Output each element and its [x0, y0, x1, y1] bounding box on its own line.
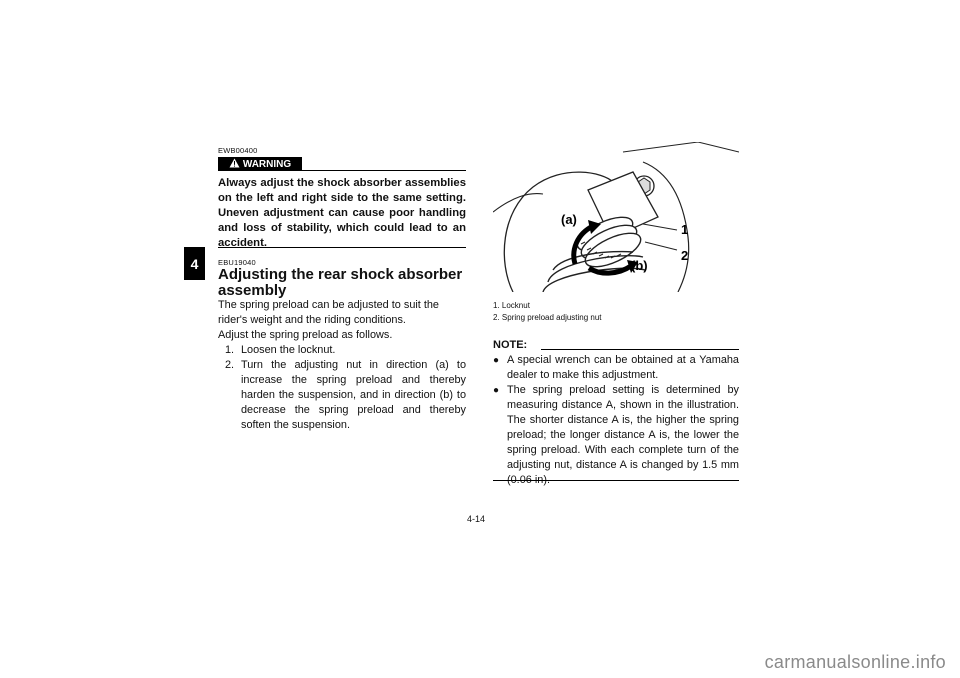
warning-text: Always adjust the shock absorber assemblies on the left and right side to the same setting. Uneven adjustment can cause poor handling and loss of stability, which could lead to an accident.: [218, 177, 466, 249]
warning-bottom-rule: [218, 247, 466, 248]
note-item: [493, 383, 739, 488]
caption-number: 1.: [493, 301, 500, 310]
bullet-icon: ●: [493, 355, 500, 366]
note-text: The spring preload setting is determined by measuring distance A, shown in the illustration. The shorter distance A is, the higher the spring preload; the longer distance A is, the lower the spring preload. With each complete turn of the adjusting nut, distance A is changed by 1.5 mm (0.06 in).: [507, 384, 739, 486]
step-number: 1.: [225, 344, 235, 356]
shock-absorber-illustration: [493, 142, 739, 292]
illustration-captions: [493, 300, 602, 324]
warning-label: WARNING: [242, 158, 292, 170]
section-code: EBU19040: [218, 258, 256, 267]
caption-item: [493, 300, 602, 312]
step-number: 2.: [225, 359, 235, 371]
note-bottom-rule: [493, 480, 739, 481]
label-a: (a): [561, 212, 577, 227]
step-item: [218, 343, 466, 358]
warning-header: [218, 157, 466, 171]
bullet-icon: ●: [493, 385, 500, 396]
note-list: [493, 353, 739, 488]
warning-triangle-icon: [229, 158, 240, 171]
caption-text: Locknut: [501, 301, 530, 310]
warning-rule: [302, 170, 466, 171]
section-title: Adjusting the rear shock absorber assembly: [218, 266, 463, 299]
section-body: [218, 298, 466, 433]
label-b: (b): [631, 258, 648, 273]
page-number: 4-14: [467, 514, 486, 524]
watermark: carmanualsonline.info: [764, 652, 946, 672]
step-text: Loosen the locknut.: [241, 344, 336, 356]
note-item: [493, 353, 739, 383]
caption-text: Spring preload adjusting nut: [501, 313, 602, 322]
chapter-tab: 4: [184, 247, 205, 280]
note-text: A special wrench can be obtained at a Yamaha dealer to make this adjustment.: [507, 354, 739, 381]
caption-item: [493, 312, 602, 324]
caption-number: 2.: [493, 313, 500, 322]
note-header: [493, 339, 739, 352]
step-item: [218, 358, 466, 433]
note-rule: [541, 349, 739, 350]
step-text: Turn the adjusting nut in direction (a) to increase the spring preload and thereby harden the suspension, and in direction (b) to decrease the spring preload and thereby soften the suspension.: [241, 359, 466, 431]
warning-badge: [218, 157, 302, 171]
section-lead: Adjust the spring preload as follows.: [218, 329, 393, 341]
callout-1: 1: [681, 222, 689, 237]
callout-2: 2: [681, 248, 689, 263]
note-label: NOTE:: [493, 339, 528, 351]
section-intro: The spring preload can be adjusted to suit the rider's weight and the riding conditions.: [218, 299, 439, 326]
warning-code: EWB00400: [218, 146, 258, 155]
